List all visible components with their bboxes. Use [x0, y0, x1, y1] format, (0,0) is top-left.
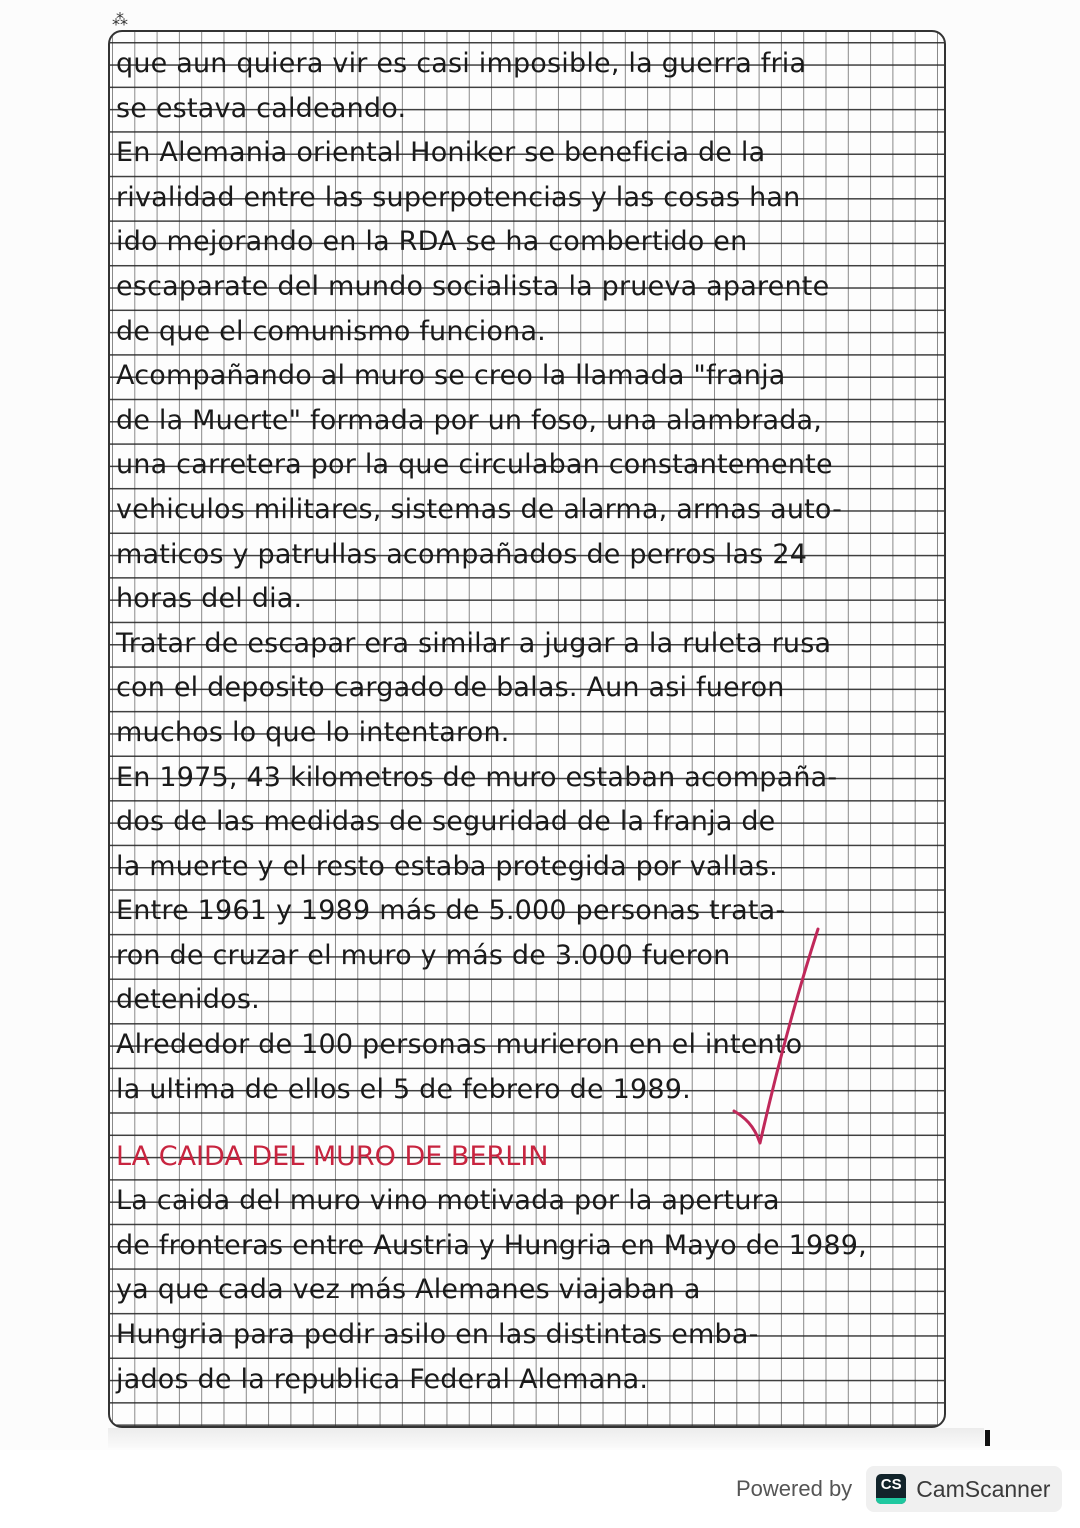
text-line: vehiculos militares, sistemas de alarma, armas auto- [116, 493, 843, 525]
text-line: rivalidad entre las superpotencias y las cosas han [116, 181, 801, 213]
text-line: Alrededor de 100 personas murieron en el intento [116, 1029, 803, 1061]
text-line: En 1975, 43 kilometros de muro estaban acompaña- [116, 761, 838, 793]
text-line: detenidos. [116, 984, 260, 1016]
camscanner-logo-icon [876, 1474, 906, 1504]
camscanner-footer [736, 1466, 1062, 1512]
text-line: la muerte y el resto estaba protegida por vallas. [116, 850, 778, 882]
text-line: de la Muerte" formada por un foso, una alambrada, [116, 404, 823, 436]
text-line: ya que cada vez más Alemanes viajaban a [116, 1274, 701, 1306]
text-line: la ultima de ellos el 5 de febrero de 1989. [116, 1073, 691, 1105]
handwritten-text [116, 42, 936, 1402]
text-line: muchos lo que lo intentaron. [116, 716, 510, 748]
text-line: La caida del muro vino motivada por la apertura [116, 1185, 780, 1217]
text-line: se estava caldeando. [116, 92, 407, 124]
text-line: con el deposito cargado de balas. Aun asi fueron [116, 672, 785, 704]
text-line: Acompañando al muro se creo la llamada "franja [116, 360, 786, 392]
text-line: horas del dia. [116, 583, 303, 615]
text-line: una carretera por la que circulaban constantemente [116, 449, 833, 481]
camscanner-badge[interactable] [866, 1466, 1062, 1512]
text-line: de que el comunismo funciona. [116, 315, 546, 347]
logo-accent-bar [876, 1498, 906, 1504]
section-title: LA CAIDA DEL MURO DE BERLIN [116, 1140, 549, 1172]
text-line: jados de la republica Federal Alemana. [116, 1363, 649, 1395]
text-line: ron de cruzar el muro y más de 3.000 fueron [116, 939, 731, 971]
text-line: ido mejorando en la RDA se ha combertido en [116, 226, 748, 258]
text-line: dos de las medidas de seguridad de la franja de [116, 806, 776, 838]
brand-name: CamScanner [916, 1475, 1051, 1502]
text-line: Tratar de escapar era similar a jugar a la ruleta rusa [116, 627, 832, 659]
text-line: que aun quiera vir es casi imposible, la guerra fria [116, 48, 807, 79]
scan-corner-mark [985, 1430, 990, 1446]
ink-smudge: ⁂ [112, 10, 130, 29]
text-line: de fronteras entre Austria y Hungria en Mayo de 1989, [116, 1229, 867, 1261]
text-line: Entre 1961 y 1989 más de 5.000 personas trata- [116, 895, 786, 927]
logo-text: CS [880, 1476, 902, 1493]
text-line: maticos y patrullas acompañados de perros las 24 [116, 538, 808, 570]
check-mark-icon [730, 925, 820, 1150]
text-line: En Alemania oriental Honiker se beneficia de la [116, 137, 766, 169]
page-shadow [108, 1428, 984, 1448]
text-line: escaparate del mundo socialista la prueva aparente [116, 270, 830, 302]
text-line: Hungria para pedir asilo en las distintas emba- [116, 1318, 759, 1350]
powered-by-label: Powered by [736, 1476, 853, 1501]
